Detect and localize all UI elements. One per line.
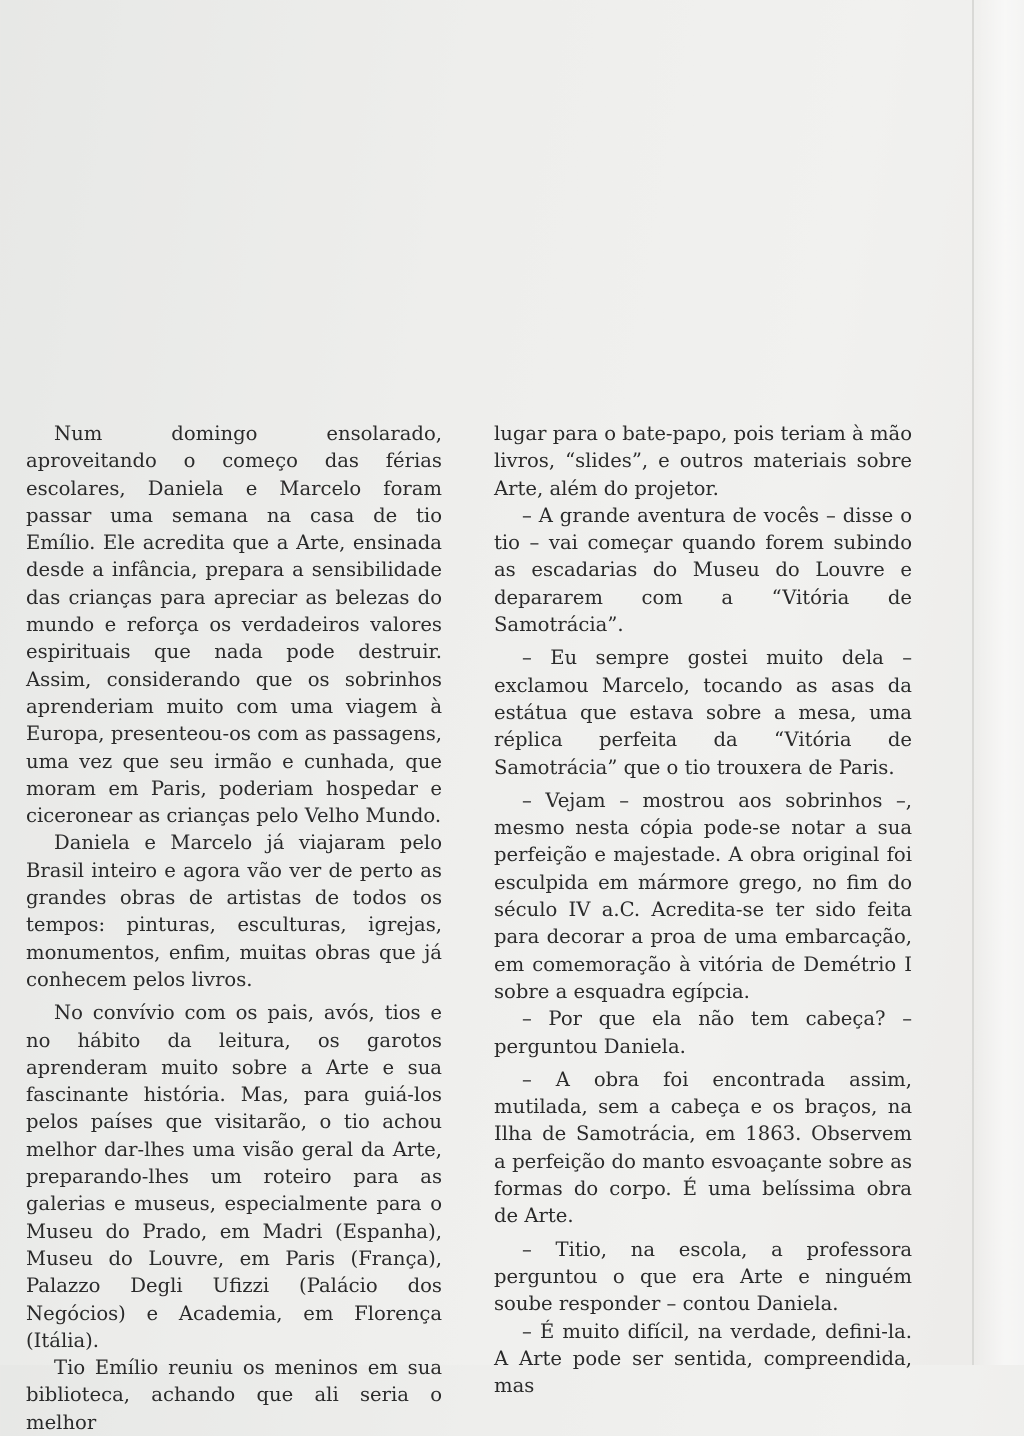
page-edge bbox=[972, 0, 974, 1365]
paragraph: Num domingo ensolarado, aproveitando o começo das férias escolares, Daniela e Marcelo foram passar uma semana na casa de tio Emílio. Ele acredita que a Arte, ensinada desde a infância, prepara a sensibilidade das crianças para apreciar as belezas do mundo e reforça os verdadeiros valores espirituais que nada pode destruir. Assim, considerando que os sobrinhos aprenderiam muito com uma viagem à Europa, presenteou-os com as passagens, uma vez que seu irmão e cunhada, que moram em Paris, poderiam hospedar e ciceronear as crianças pelo Velho Mundo. bbox=[26, 422, 442, 828]
paragraph: Daniela e Marcelo já viajaram pelo Brasil inteiro e agora vão ver de perto as grandes obras de artistas de todos os tempos: pinturas, esculturas, igrejas, monumentos, enfim, muitas obras que já conhecem pelos livros. bbox=[26, 831, 442, 991]
paragraph: No convívio com os pais, avós, tios e no hábito da leitura, os garotos aprenderam muito sobre a Arte e sua fascinante história. Mas, para guiá-los pelos países que visitarão, o tio achou melhor dar-lhes uma visão geral da Arte, preparando-lhes um roteiro para as galerias e museus, especialmente para o Museu do Prado, em Madri (Espanha), Museu do Louvre, em Paris (França), Palazzo Degli Ufizzi (Palácio dos Negócios) e Academia, em Florença (Itália). bbox=[26, 1001, 442, 1352]
paragraph: lugar para o bate-papo, pois teriam à mão livros, “slides”, e outros materiais sobre Arte, além do projetor. bbox=[494, 422, 913, 500]
text-column-right bbox=[494, 420, 912, 1399]
page-shadow bbox=[976, 0, 1024, 1365]
paragraph: – É muito difícil, na verdade, defini-la. A Arte pode ser sentida, compreendida, mas bbox=[494, 1319, 912, 1398]
paragraph: – Por que ela não tem cabeça? – perguntou Daniela. bbox=[494, 1007, 912, 1058]
text-column-left bbox=[26, 420, 442, 1436]
paragraph: – A obra foi encontrada assim, mutilada, sem a cabeça e os braços, na Ilha de Samotrácia, em 1863. Observem a perfeição do manto esvoaçante sobre as formas do corpo. É uma belíssima obra de Arte. bbox=[494, 1067, 912, 1228]
paragraph: Tio Emílio reuniu os meninos em sua biblioteca, achando que ali seria o melhor bbox=[26, 1356, 442, 1434]
paragraph: – Titio, na escola, a professora perguntou o que era Arte e ninguém soube responder – contou Daniela. bbox=[494, 1237, 912, 1316]
paragraph: – Eu sempre gostei muito dela – exclamou Marcelo, tocando as asas da estátua que estava sobre a mesa, uma réplica perfeita da “Vitória de Samotrácia” que o tio trouxera de Paris. bbox=[494, 646, 912, 779]
paragraph: – A grande aventura de vocês – disse o tio – vai começar quando forem subindo as escadarias do Museu do Louvre e depararem com a “Vitória de Samotrácia”. bbox=[494, 503, 912, 637]
paragraph: – Vejam – mostrou aos sobrinhos –, mesmo nesta cópia pode-se notar a sua perfeição e majestade. A obra original foi esculpida em mármore grego, no fim do século IV a.C. Acredita-se ter sido feita para decorar a proa de uma embarcação, em comemoração à vitória de Demétrio I sobre a esquadra egípcia. bbox=[494, 788, 912, 1003]
